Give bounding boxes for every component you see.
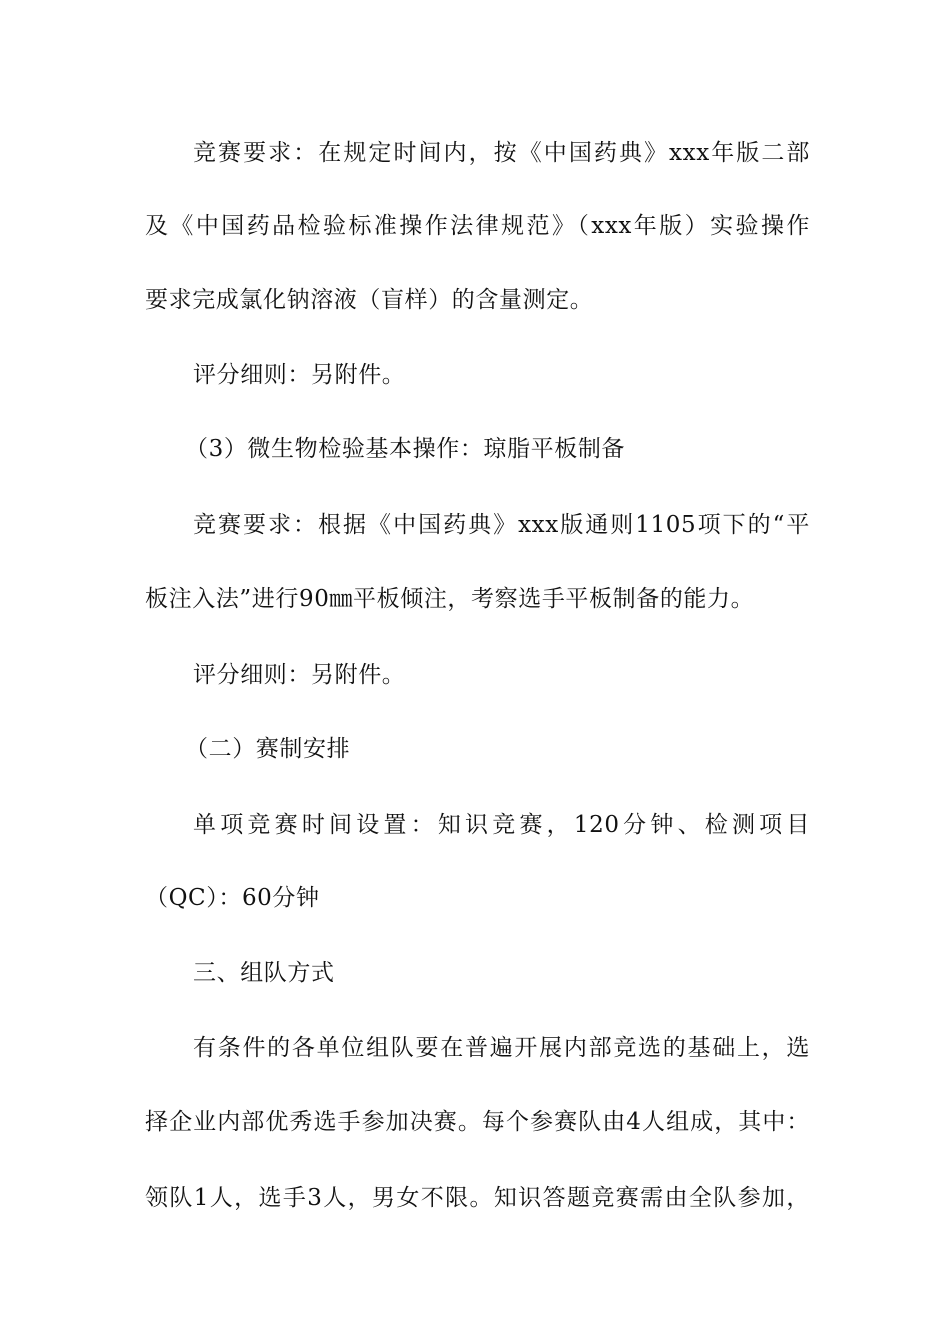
paragraph-line: 要求完成氯化钠溶液（盲样）的含量测定。 [145, 287, 594, 313]
paragraph-line: 择企业内部优秀选手参加决赛。每个参赛队由4人组成，其中： [145, 1109, 810, 1135]
paragraph-line: （QC）：60分钟 [145, 885, 320, 911]
section-heading: （二）赛制安排 [185, 736, 351, 762]
section-heading: 三、组队方式 [193, 960, 335, 986]
paragraph-line: 单项竞赛时间设置：知识竞赛，120分钟、检测项目 [193, 812, 810, 838]
paragraph-line: 有条件的各单位组队要在普遍开展内部竞选的基础上，选 [193, 1035, 810, 1061]
paragraph-line: 竞赛要求：在规定时间内，按《中国药典》xxx年版二部 [193, 140, 810, 166]
paragraph-line: 及《中国药品检验标准操作法律规范》（xxx年版）实验操作 [145, 213, 810, 239]
paragraph-line: 板注入法”进行90㎜平板倾注，考察选手平板制备的能力。 [145, 586, 755, 612]
paragraph-line: 竞赛要求：根据《中国药典》xxx版通则1105项下的“平 [193, 512, 810, 538]
section-heading: （3）微生物检验基本操作：琼脂平板制备 [185, 436, 626, 462]
paragraph-line: 领队1人，选手3人，男女不限。知识答题竞赛需由全队参加， [145, 1185, 810, 1211]
paragraph-line: 评分细则：另附件。 [193, 662, 406, 688]
paragraph-line: 评分细则：另附件。 [193, 362, 406, 388]
